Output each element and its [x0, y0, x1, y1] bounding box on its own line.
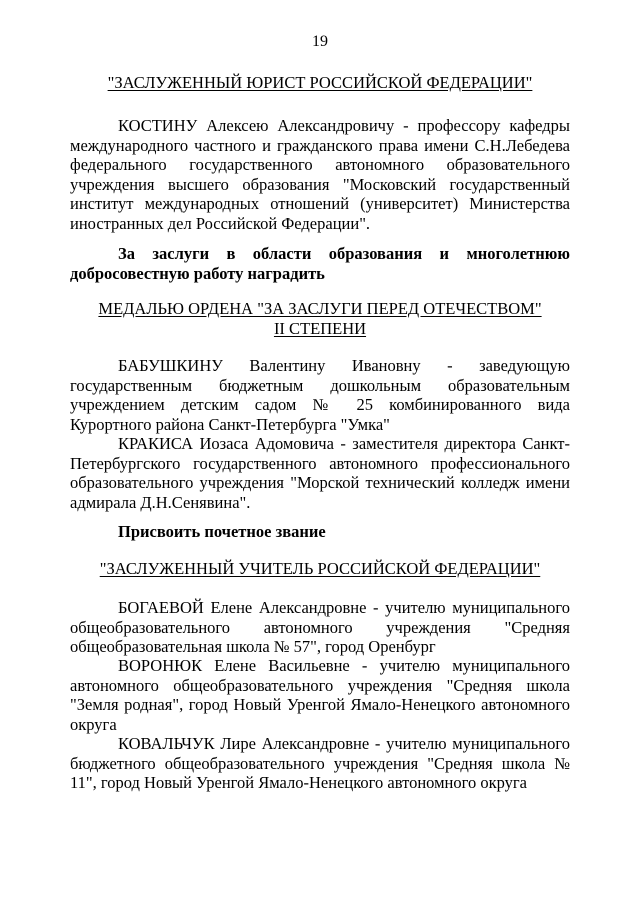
heading-honored-teacher — [70, 558, 570, 579]
heading-honored-lawyer-text: "ЗАСЛУЖЕННЫЙ ЮРИСТ РОССИЙСКОЙ ФЕДЕРАЦИИ" — [107, 73, 533, 92]
heading-medal-line2 — [70, 318, 570, 339]
paragraph-kovalchuk: КОВАЛЬЧУК Лире Александровне - учителю муниципального бюджетного общеобразовательного учреждения "Средняя школа № 11", город Новый Уренгой Ямало-Ненецкого автономного округа — [70, 734, 570, 792]
paragraph-voronyuk: ВОРОНЮК Елене Васильевне - учителю муниципального автономного общеобразовательного учреждения "Средняя школа "Земля родная", город Новый Уренгой Ямало-Ненецкого автономного округа — [70, 656, 570, 734]
paragraph-krakis: КРАКИСА Иозаса Адомовича - заместителя директора Санкт-Петербургского государственного автономного профессионального образовательного учреждения "Морской технический колледж имени адмирала Д.Н.Сенявина". — [70, 434, 570, 512]
heading-honored-teacher-text: "ЗАСЛУЖЕННЫЙ УЧИТЕЛЬ РОССИЙСКОЙ ФЕДЕРАЦИИ" — [99, 559, 541, 578]
award-intro: За заслуги в области образования и многолетнюю добросовестную работу наградить — [70, 244, 570, 283]
heading-medal-line1 — [70, 298, 570, 319]
paragraph-kostin: КОСТИНУ Алексею Александровичу - профессору кафедры международного частного и гражданского права имени С.Н.Лебедева федерального государственного автономного образовательного учреждения высшего образования "Московский государственный институт международных отношений (университет) Министерства иностранных дел Российской Федерации". — [70, 116, 570, 233]
paragraph-babushkina: БАБУШКИНУ Валентину Ивановну - заведующую государственным бюджетным дошкольным образовательным учреждением детским садом № 25 комбинированного вида Курортного района Санкт-Петербурга "Умка" — [70, 356, 570, 434]
page-number: 19 — [312, 33, 328, 50]
heading-medal-line1-text: МЕДАЛЬЮ ОРДЕНА "ЗА ЗАСЛУГИ ПЕРЕД ОТЕЧЕСТВОМ" — [98, 299, 542, 318]
paragraph-bogaeva: БОГАЕВОЙ Елене Александровне - учителю муниципального общеобразовательного автономного учреждения "Средняя общеобразовательная школа № 57", город Оренбург — [70, 598, 570, 656]
heading-medal-line2-text: II СТЕПЕНИ — [273, 319, 367, 338]
heading-honored-lawyer — [70, 72, 570, 93]
title-intro: Присвоить почетное звание — [118, 522, 326, 541]
